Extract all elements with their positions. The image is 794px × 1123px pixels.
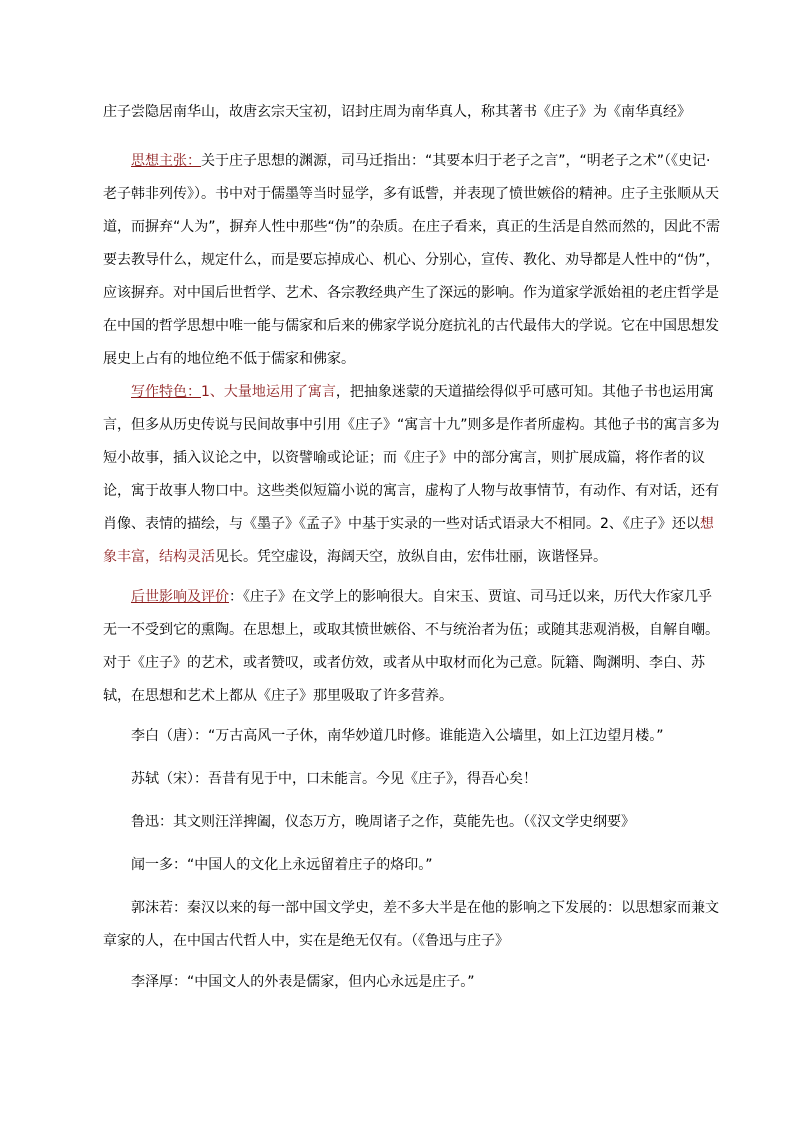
influence-text: ：《庄子》在文学上的影响很大。自宋玉、贾谊、司马迁以来，历代大作家几乎无一不受到它的熏陶。在思想上，或取其愤世嫉俗、不与统治者为伍；或随其悲观消极，自解自嘲。对于《庄子》的艺术，或者赞叹，或者仿效，或者从中取材而化为己意。阮籍、陶渊明、李白、苏轼，在思想和艺术上都从《庄子》那里吸取了许多营养。 bbox=[103, 589, 719, 704]
writing-text1: ，把抽象迷蒙的天道描绘得似乎可感可知。其他子书也运用寓言，但多从历史传说与民间故事中引用《庄子》“寓言十九”则多是作者所虚构。其他子书的寓言多为短小故事，插入议论之中，以资譬喻或论证；而《庄子》中的部分寓言，则扩展成篇，将作者的议论，寓于故事人物口中。这些类似短篇小说的寓言，虚构了人物与故事情节，有动作、有对话，还有肖像、表情的描绘，与《墨子》《孟子》中基于实录的一些对话式语录大不相同。2、《庄子》还以 bbox=[103, 384, 720, 532]
writing-text2: 见长。凭空虚设，海阔天空，放纵自由，宏伟壮丽，诙谐怪异。 bbox=[215, 549, 607, 565]
quote-su-shi: 苏轼（宋）：吾昔有见于中，口未能言。今见《庄子》，得吾心矣！ bbox=[131, 771, 537, 787]
thought-label: 思想主张： bbox=[131, 153, 201, 169]
quote-lu-xun: 鲁迅：其文则汪洋捭阖，仪态万方，晚周诸子之作，莫能先也。（《汉文学史纲要》 bbox=[131, 814, 635, 830]
writing-point1: 1、大量地运用了寓言 bbox=[201, 384, 336, 400]
influence-label: 后世影响及评价 bbox=[131, 589, 229, 605]
thought-text: 关于庄子思想的渊源，司马迁指出：“其要本归于老子之言”，“明老子之术”（《史记·老子韩非列传》）。书中对于儒墨等当时显学，多有诋訾，并表现了愤世嫉俗的精神。庄子主张顺从天道，而摒弃“人为”，摒弃人性中那些“伪”的杂质。在庄子看来，真正的生活是自然而然的，因此不需要去教导什么，规定什么，而是要忘掉成心、机心、分别心，宣传、教化、劝导都是人性中的“伪”，应该摒弃。对中国后世哲学、艺术、各宗教经典产生了深远的影响。作为道家学派始祖的老庄哲学是在中国的哲学思想中唯一能与儒家和后来的佛家学说分庭抗礼的古代最伟大的学说。它在中国思想发展史上占有的地位绝不低于儒家和佛家。 bbox=[103, 153, 721, 367]
quote-li-bai: 李白（唐）：“万古高风一子休，南华妙道几时修。谁能造入公墙里，如上江边望月楼。” bbox=[131, 728, 664, 744]
writing-label: 写作特色： bbox=[131, 384, 201, 400]
influence-paragraph bbox=[103, 581, 723, 713]
quote-wen-yiduo: 闻一多：“中国人的文化上永远留着庄子的烙印。” bbox=[131, 857, 433, 873]
thought-paragraph bbox=[103, 145, 723, 376]
writing-point2: 想象丰富，结构灵活 bbox=[103, 516, 714, 565]
writing-paragraph bbox=[103, 376, 723, 574]
quote-guo-moruo: 郭沫若：秦汉以来的每一部中国文学史，差不多大半是在他的影响之下发展的：以思想家而兼文章家的人，在中国古代哲人中，实在是绝无仅有。（《鲁迅与庄子》 bbox=[103, 900, 719, 949]
quote-li-zehou: 李泽厚：“中国文人的外表是儒家，但内心永远是庄子。” bbox=[131, 974, 475, 990]
intro-paragraph: 庄子尝隐居南华山，故唐玄宗天宝初，诏封庄周为南华真人，称其著书《庄子》为《南华真经》 bbox=[103, 104, 691, 120]
